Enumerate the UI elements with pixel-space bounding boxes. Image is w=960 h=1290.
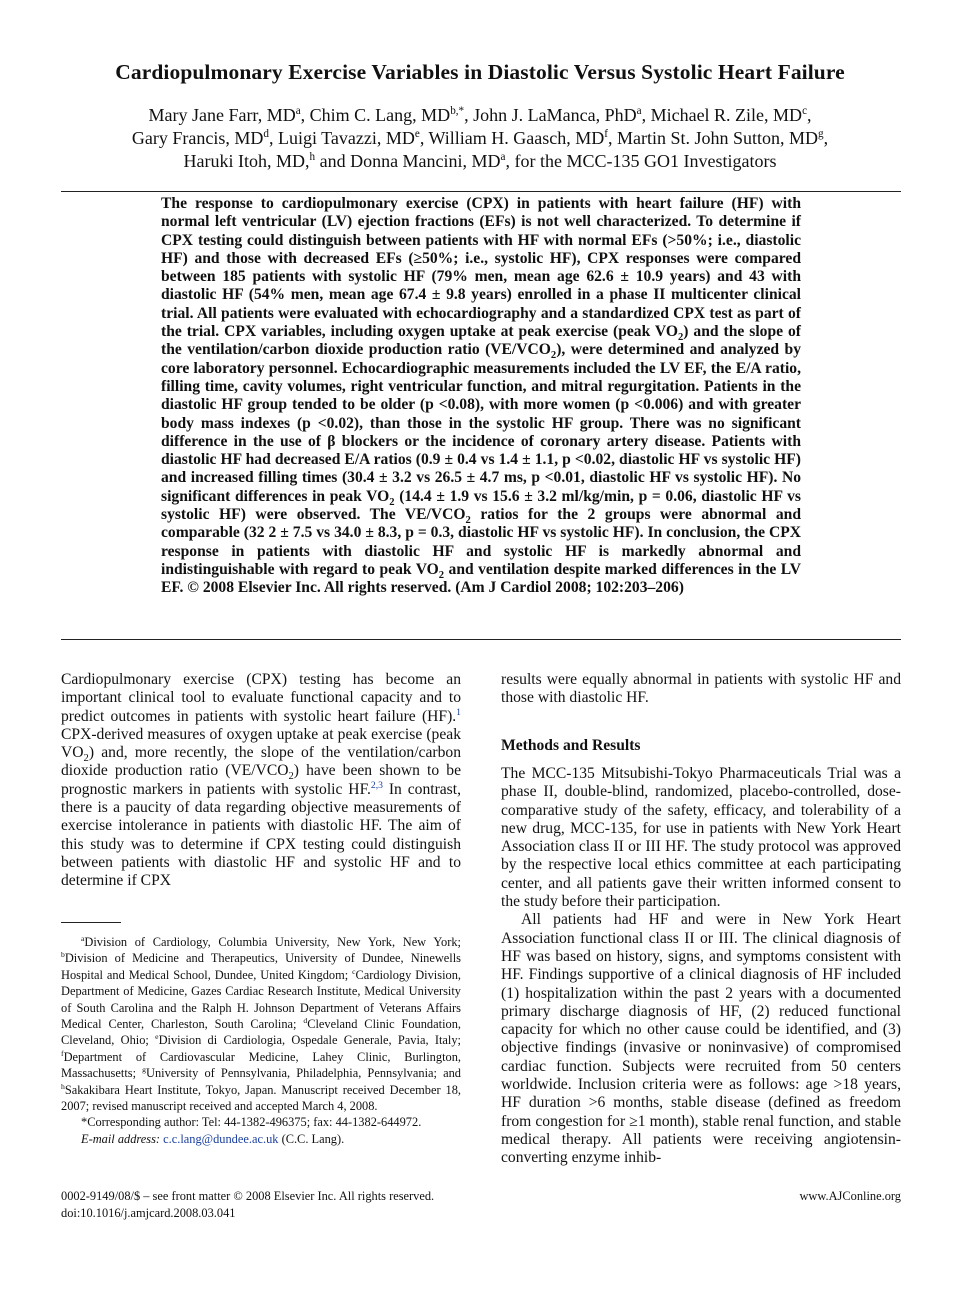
affiliations: $^a$Division of Cardiology, Columbia University, New York, New York; $^b$Division of Medicine and Therapeutics, University of Dundee, Ninewells Hospital and Medical School, Dundee, United Kingdom; $^c$Cardiology Division, Department of Medicine, Gazes Cardiac Research Institute, Medical University of South Carolina and the Ralph H. Johnson Department of Veterans Affairs Medical Center, Charleston, South Carolina; $^d$Cleveland Clinic Foundation, Cleveland, Ohio; $^e$Division di Cardiologia, Ospedale Generale, Pavia, Italy; $^f$Department of Cardiovascular Medicine, Lahey Clinic, Burlington, Massachusetts; $^g$University of Pennsylvania, Philadelphia, Pennsylvania; and $^h$Sakakibara Heart Institute, Tokyo, Japan. Manuscript received December 18, 2007; revised manuscript received and accepted March 4, 2008.	[61, 933, 461, 1114]
author-line-3	[0, 150, 960, 173]
abstract: The response to cardiopulmonary exercise (CPX) in patients with heart failure (HF) with normal left ventricular (LV) ejection fractions (EFs) is not well characterized. To determine if CPX testing could distinguish between patients with HF with normal EFs (>50%; i.e., diastolic HF) and those with decreased EFs (≥50%; i.e., systolic HF), CPX responses were compared between 185 patients with systolic HF (79% men, mean age 62.6 ± 10.9 years) and 43 with diastolic HF (54% men, mean age 67.4 ± 9.8 years) enrolled in a phase II multicenter clinical trial. All patients were evaluated with echocardiography and a standardized CPX test as part of the trial. CPX variables, including oxygen uptake at peak exercise (peak $VO_2$) and the slope of the ventilation/carbon dioxide production ratio $(VE/VCO_2)$, were determined and analyzed by core laboratory personnel. Echocardiographic measurements included the LV EF, the E/A ratio, filling time, cavity volumes, right ventricular function, and mitral regurgitation. Patients in the diastolic HF group tended to be older (p <0.08), with more women (p <0.006) and with greater body mass indexes (p <0.02), than those in the systolic HF group. There was no significant difference in the use of β blockers or the incidence of coronary artery disease. Patients with diastolic HF had decreased E/A ratios (0.9 ± 0.4 vs 1.4 ± 1.1, p <0.02, diastolic HF vs systolic HF) and increased filling times (30.4 ± 3.2 vs 26.5 ± 4.7 ms, p <0.01, diastolic HF vs systolic HF). No significant differences in peak $VO_2$ (14.4 ± 1.9 vs 15.6 ± 3.2 ml/kg/min, p = 0.06, diastolic HF vs systolic HF) were observed. The $VE/VCO_2$ ratios for the 2 groups were abnormal and comparable (32 2 ± 7.5 vs 34.0 ± 8.3, p = 0.3, diastolic HF vs systolic HF). In conclusion, the CPX response in patients with diastolic HF and systolic HF is markedly abnormal and indistinguishable with regard to peak $VO_2$ and ventilation despite marked differences in the LV EF. © 2008 Elsevier Inc. All rights reserved. (Am J Cardiol 2008; 102:203–206)	[161, 195, 802, 597]
abstract-bottom-rule	[61, 639, 901, 640]
journal-website: www.AJConline.org	[799, 1189, 901, 1203]
affiliation-mark: c	[802, 105, 808, 117]
author-name: Mary Jane Farr, MD	[148, 105, 296, 125]
citation-link[interactable]: 1	[456, 706, 461, 718]
abstract-top-rule	[61, 191, 901, 192]
citation-link[interactable]: 2,3	[370, 779, 383, 791]
author-group: , for the MCC-135 GO1 Investigators	[505, 151, 777, 171]
author-separator: ,	[807, 105, 812, 125]
affiliation-mark: h	[309, 151, 316, 163]
author-name: Haruki Itoh, MD,	[183, 151, 310, 171]
author-line-1	[0, 104, 960, 127]
article-title: Cardiopulmonary Exercise Variables in Diastolic Versus Systolic Heart Failure	[115, 60, 845, 84]
corresponding-author: *Corresponding author: Tel: 44-1382-496375; fax: 44-1382-644972.	[81, 1115, 422, 1130]
affiliation-mark: g	[817, 128, 824, 140]
footnotes	[61, 934, 461, 1147]
affiliation-mark: b,*	[450, 105, 465, 117]
intro-paragraph: Cardiopulmonary exercise (CPX) testing has become an important clinical tool to evaluate functional capacity and to predict outcomes in patients with systolic heart failure (HF).$^1$ CPX-derived measures of oxygen uptake at peak exercise (peak $VO_2$) and, more recently, the slope of the ventilation/carbon dioxide production ratio $(VE/VCO_2)$ have been shown to be prognostic markers in patients with systolic HF.$^{2,3}$ In contrast, there is a paucity of data regarding objective measurements of exercise intolerance in patients with diastolic HF. The aim of this study was to determine if CPX testing could distinguish between patients with diastolic HF and systolic HF and to determine if CPX	[61, 671, 461, 890]
author-line-2	[0, 127, 960, 150]
author-name: , Luigi Tavazzi, MD	[268, 128, 415, 148]
author-name: , John J. LaManca, PhD	[464, 105, 637, 125]
author-name: , William H. Gaasch, MD	[419, 128, 605, 148]
intro-continuation: results were equally abnormal in patients with systolic HF and those with diastolic HF.	[501, 671, 901, 707]
section-heading: Methods and Results	[501, 737, 641, 754]
author-name: and Donna Mancini, MD	[315, 151, 501, 171]
affiliation-mark: a	[636, 105, 642, 117]
author-name: , Martin St. John Sutton, MD	[607, 128, 818, 148]
methods-paragraph-1: The MCC-135 Mitsubishi-Tokyo Pharmaceuticals Trial was a phase II, double-blind, randomized, placebo-controlled, dose-comparative study of the safety, efficacy, and tolerability of a new drug, MCC-135, for use in patients with New York Heart Association class II or III HF. The study protocol was approved by the respective local ethics committee at each participating center, and all patients gave their written informed consent to the study before their participation.	[501, 765, 901, 911]
author-separator: ,	[823, 128, 829, 148]
author-name: Gary Francis, MD	[131, 128, 264, 148]
doi-line: doi:10.1016/j.amjcard.2008.03.041	[61, 1206, 236, 1220]
publication-info	[61, 1188, 434, 1222]
methods-text	[501, 765, 901, 1168]
methods-paragraph-2: All patients had HF and were in New York Heart Association functional class II or III. The clinical diagnosis of HF was based on history, signs, and symptoms consistent with HF. Findings supportive of a clinical diagnosis of HF included (1) hospitalization within the past 2 years with a documented primary discharge diagnosis of HF, (2) reduced functional capacity for which no other cause could be identified, and (3) objective findings (invasive or noninvasive) of compromised cardiac function. Subjects were recruited from 50 centers worldwide. Inclusion criteria were as follows: age >18 years, HF duration >6 months, stable disease (defined as freedom from congestion for ≥1 month), stable renal function, and stable medical therapy. All patients were receiving angiotensin-converting enzyme inhib-	[501, 911, 901, 1167]
footnote-rule	[61, 922, 121, 923]
author-name: , Michael R. Zile, MD	[641, 105, 803, 125]
author-name: , Chim C. Lang, MD	[300, 105, 451, 125]
email-line: E-mail address: c.c.lang@dundee.ac.uk (C.C. Lang).	[81, 1131, 345, 1146]
affiliation-mark: a	[500, 151, 506, 163]
affiliation-mark: f	[604, 128, 608, 140]
affiliation-mark: a	[295, 105, 301, 117]
email-link[interactable]: c.c.lang@dundee.ac.uk	[163, 1131, 279, 1146]
affiliation-mark: d	[263, 128, 269, 140]
issn-line: 0002-9149/08/$ – see front matter © 2008 Elsevier Inc. All rights reserved.	[61, 1189, 435, 1203]
affiliation-mark: e	[414, 128, 420, 140]
